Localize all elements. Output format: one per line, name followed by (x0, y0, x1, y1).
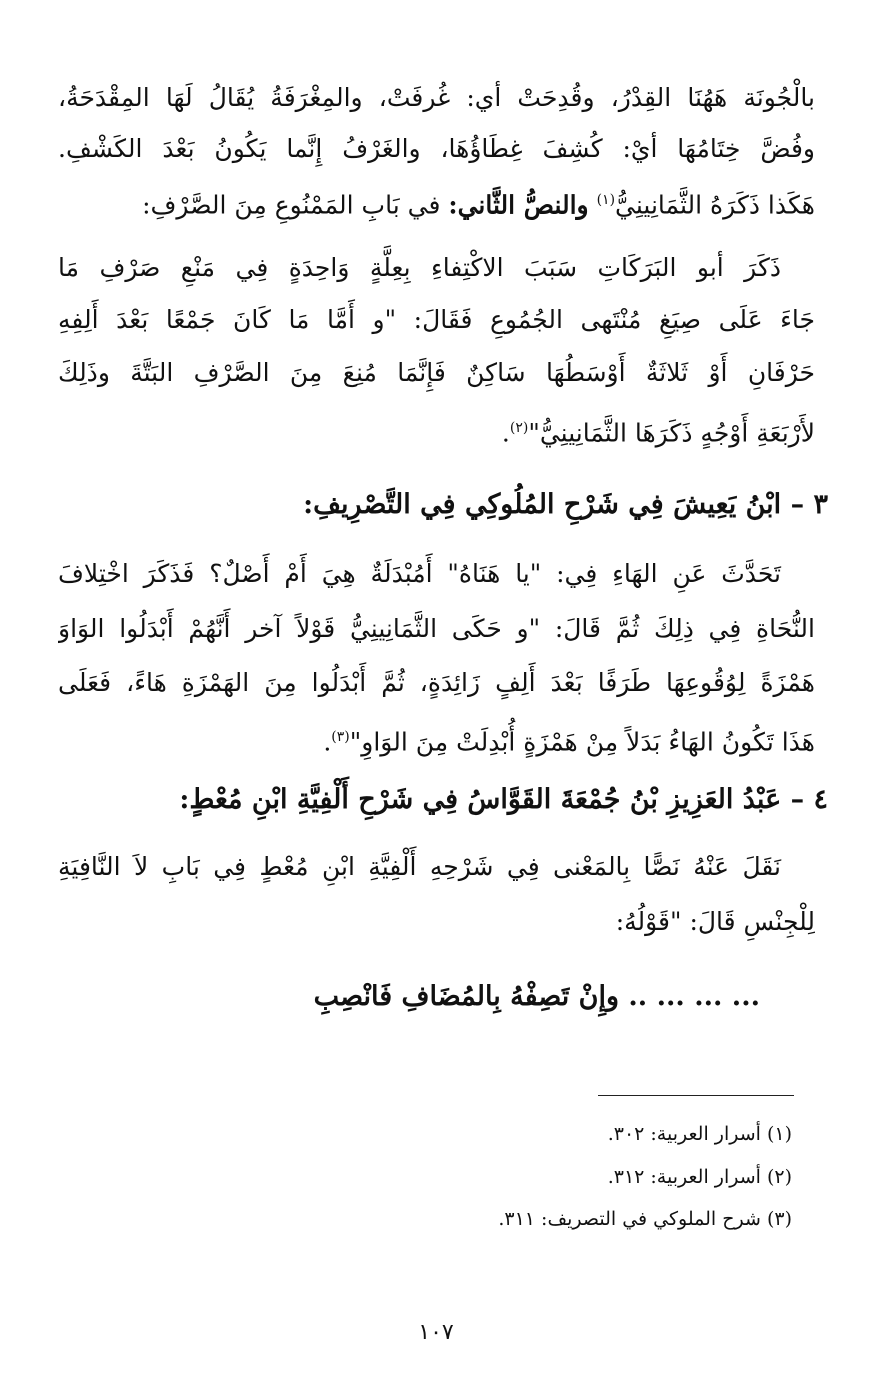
text-segment: . (501, 418, 510, 448)
paragraph-line: النُّحَاةِ فِي ذِلِكَ ثُمَّ قَالَ: "و حَكَى الثَّمَانِينِيُّ قَوْلاً آخر أَنَّهُمْ أَبْدَلُوا الوَاوَ (58, 614, 815, 643)
text-line: وفُضَّ خِتَامُهَا أيْ: كُشِفَ غِطَاؤُهَا، والغَرْفُ إِنَّما يَكُونُ بَعْدَ الكَشْفِ. (58, 134, 815, 163)
footnote-ref: (١) (596, 192, 616, 208)
page-number: ١٠٧ (418, 1320, 454, 1345)
text-segment: هَكَذا ذَكَرَهُ الثَّمَانِينِيُّ (615, 190, 815, 220)
paragraph-line: هَمْزَةً لِوُقُوعِهَا طَرَفًا بَعْدَ أَلِفٍ زَائِدَةٍ، ثُمَّ أَبْدَلُوا مِنَ الهَمْزَةِ هَاءً، فَعَلَى (58, 668, 815, 697)
text-segment: . (323, 727, 332, 757)
footnote: (٣) شرح الملوكي في التصريف: ٣١١. (498, 1208, 792, 1230)
footnote-ref: (٢) (509, 420, 529, 436)
section-label: والنصُّ الثَّاني: (448, 190, 589, 220)
paragraph-line: جَاءَ عَلَى صِيَغِ مُنْتَهى الجُمُوعِ فَقَالَ: "و أَمَّا مَا كَانَ جَمْعًا بَعْدَ أَلِفِهِ (58, 305, 815, 334)
paragraph-line: نَقَلَ عَنْهُ نَصًّا بِالمَعْنى فِي شَرْحِهِ أَلْفِيَّةِ ابْنِ مُعْطٍ فِي بَابِ لاَ النَّافِيَةِ (58, 852, 781, 881)
text-segment: لأَرْبَعَةِ أَوْجُهٍ ذَكَرَهَا الثَّمَانِينِيُّ" (528, 418, 815, 448)
paragraph-line (58, 403, 815, 458)
footnote: (٢) أسرار العربية: ٣١٢. (607, 1166, 792, 1188)
text-segment: في بَابِ المَمْنُوعِ مِنَ الصَّرْفِ: (142, 190, 441, 220)
section-heading: ٤ – عَبْدُ العَزِيزِ بْنُ جُمْعَةَ القَوَّاسُ فِي شَرْحِ أَلْفِيَّةِ ابْنِ مُعْطٍ: (179, 784, 828, 815)
text-line (58, 175, 815, 230)
footnote: (١) أسرار العربية: ٣٠٢. (607, 1123, 792, 1145)
paragraph-line: تَحَدَّثَ عَنِ الهَاءِ فِي: "يا هَنَاهُ" أَمُبْدَلَةٌ هِيَ أَمْ أَصْلٌ؟ فَذَكَرَ اخْتِلافَ (58, 559, 781, 588)
paragraph-line: لِلْجِنْسِ قَالَ: "قَوْلُهُ: (615, 907, 815, 936)
paragraph-line: حَرْفَانِ أَوْ ثَلاثَةٌ أَوْسَطُهَا سَاكِنٌ فَإِنَّمَا مُنِعَ مِنَ الصَّرْفِ البَتَّةَ وذَلِكَ (58, 358, 815, 387)
text-line: بالْجُونَة هَهُنَا القِدْرُ، وقُدِحَتْ أي: غُرفَتْ، والمِغْرَفَةُ يُقَالُ لَهَا المِقْدَحَةُ، (58, 83, 815, 112)
footnote-ref: (٣) (331, 729, 350, 745)
paragraph-line (58, 712, 815, 767)
footnote-divider (598, 1095, 794, 1096)
section-heading: ٣ – ابْنُ يَعِيشَ فِي شَرْحِ المُلُوكِي فِي التَّصْرِيفِ: (303, 489, 828, 520)
verse-line: ... ... ... .. وإِنْ تَصِفْهُ بِالمُضَافِ فَانْصِبِ (313, 981, 760, 1012)
paragraph-line: ذَكَرَ أبو البَرَكَاتِ سَبَبَ الاكْتِفاءِ بِعِلَّةٍ وَاحِدَةٍ فِي مَنْعِ صَرْفِ مَا (58, 253, 781, 282)
text-segment: هَذَا تَكُونُ الهَاءُ بَدَلاً مِنْ هَمْزَةٍ أُبْدِلَتْ مِنَ الوَاوِ" (349, 727, 815, 757)
